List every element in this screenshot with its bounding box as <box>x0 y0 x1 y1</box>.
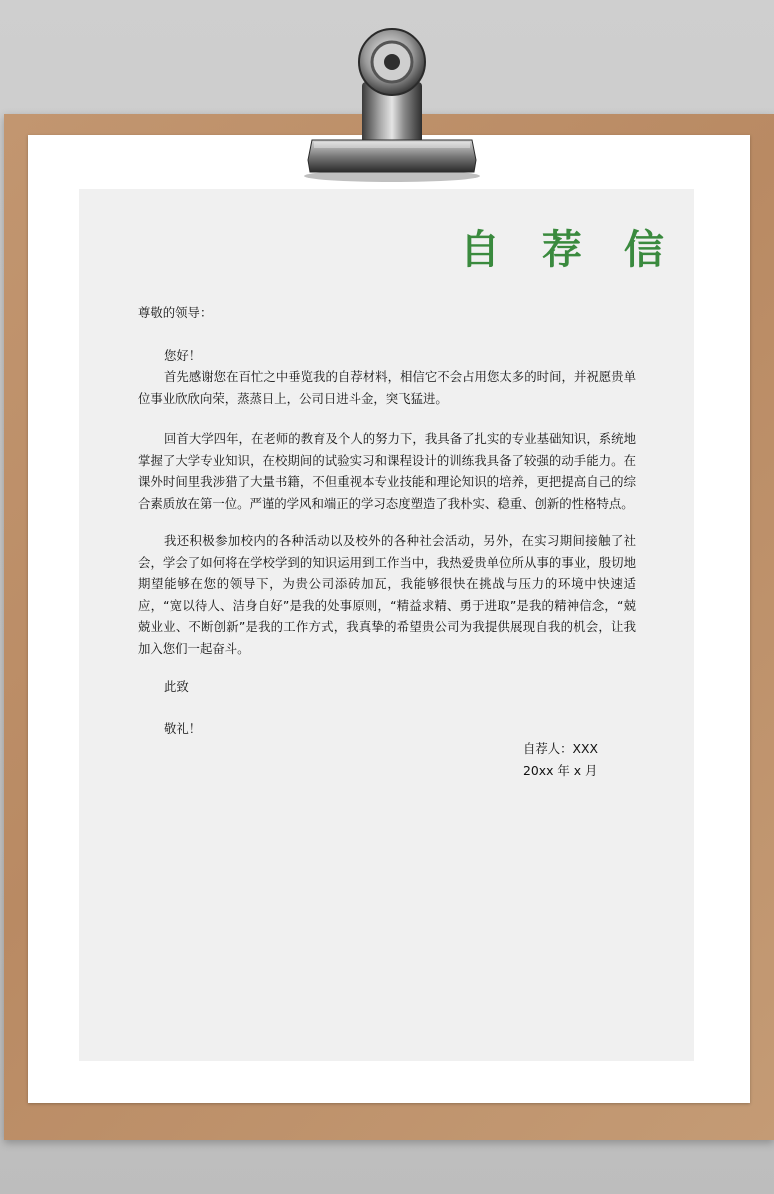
paragraph-education: 回首大学四年，在老师的教育及个人的努力下，我具备了扎实的专业基础知识，系统地掌握了大学专业知识，在校期间的试验实习和课程设计的训练我具备了较强的动手能力。在课外时间里我涉猎了大量书籍，不但重视本专业技能和理论知识的培养，更把提高自己的综合素质放在第一位。严谨的学风和端正的学习态度塑造了我朴实、稳重、创新的性格特点。 <box>138 431 636 511</box>
closing-line-2: 敬礼！ <box>164 721 202 736</box>
salutation: 尊敬的领导： <box>138 305 213 320</box>
paragraph-activities: 我还积极参加校内的各种活动以及校外的各种社会活动，另外，在实习期间接触了社会，学会了如何将在学校学到的知识运用到工作当中，我热爱贵单位所从事的事业，殷切地期望能够在您的领导下，为贵公司添砖加瓦，我能够很快在挑战与压力的环境中快速适应，“宽以待人、洁身自好”是我的处事原则，“精益求精、勇于进取”是我的精神信念，“兢兢业业、不断创新”是我的工作方式，我真挚的希望贵公司为我提供展现自我的机会，让我加入您们一起奋斗。 <box>138 533 636 656</box>
binder-clip-icon <box>0 0 774 190</box>
greeting: 您好！ <box>164 348 202 363</box>
paragraph-intro: 首先感谢您在百忙之中垂览我的自荐材料，相信它不会占用您太多的时间，并祝愿贵单位事业欣欣向荣，蒸蒸日上，公司日进斗金，突飞猛进。 <box>138 369 636 406</box>
signer: 自荐人：XXX <box>523 741 599 756</box>
date: 20xx 年 x 月 <box>523 763 598 778</box>
closing-line-1: 此致 <box>164 679 189 694</box>
letter-title: 自 荐 信 <box>460 227 678 273</box>
